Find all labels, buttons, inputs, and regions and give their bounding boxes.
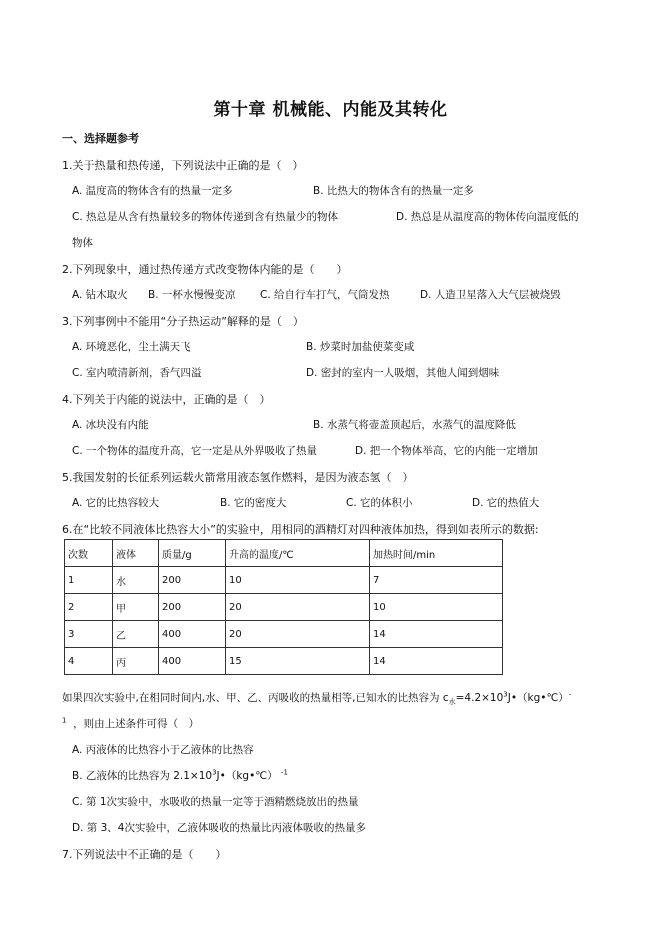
table-cell: 2 (65, 594, 113, 621)
question-2-stem: 2.下列现象中，通过热传递方式改变物体内能的是（ ） (62, 263, 348, 276)
chapter-title: 第十章 机械能、内能及其转化 (213, 100, 448, 120)
condition-value: =4.2×10 (455, 692, 504, 704)
table-cell: 1 (65, 567, 113, 594)
question-5-option-c: C. 它的体积小 (346, 497, 413, 509)
table-cell: 3 (65, 621, 113, 648)
option-b-text: B. 乙液体的比热容为 2.1×10 (72, 770, 213, 782)
question-6-condition-cont (62, 716, 199, 731)
question-4-stem: 4.下列关于内能的说法中，正确的是（ ） (62, 393, 271, 406)
table-header-cell: 次数 (65, 540, 113, 567)
table-row (65, 567, 503, 594)
question-3-option-d: D. 密封的室内一人吸烟，其他人闻到烟味 (306, 367, 500, 379)
question-1-stem: 1.关于热量和热传递，下列说法中正确的是（ ） (62, 159, 304, 172)
table-cell: 7 (370, 567, 503, 594)
table-cell: 20 (226, 594, 370, 621)
question-2-option-d: D. 人造卫星落入大气层被烧毁 (420, 289, 561, 301)
table-cell: 丙 (113, 648, 159, 675)
question-1-option-a: A. 温度高的物体含有的热量一定多 (72, 185, 233, 197)
question-2-option-a: A. 钻木取火 (72, 289, 128, 301)
question-6-option-d: D. 第 3、4次实验中，乙液体吸收的热量比丙液体吸收的热量多 (72, 822, 366, 834)
table-header-cell: 液体 (113, 540, 159, 567)
table-row (65, 594, 503, 621)
question-1-option-b: B. 比热大的物体含有的热量一定多 (313, 185, 474, 197)
question-1-option-d-cont: 物体 (72, 237, 93, 249)
question-3-option-a: A. 环境恶化，尘土满天飞 (72, 341, 191, 353)
option-b-unit: J•（kg•℃） (216, 770, 278, 782)
table-header-row (65, 540, 503, 567)
table-cell: 14 (370, 621, 503, 648)
table-cell: 10 (370, 594, 503, 621)
question-4-option-a: A. 冰块没有内能 (72, 419, 149, 431)
question-5-stem: 5.我国发射的长征系列运载火箭常用液态氢作燃料，是因为液态氢（ ） (62, 471, 414, 484)
table-cell: 200 (159, 567, 226, 594)
table-cell: 4 (65, 648, 113, 675)
question-7-stem: 7.下列说法中不正确的是（ ） (62, 848, 227, 861)
question-4-option-d: D. 把一个物体举高，它的内能一定增加 (355, 445, 538, 457)
question-5-option-a: A. 它的比热容较大 (72, 497, 160, 509)
table-cell: 水 (113, 567, 159, 594)
table-cell: 14 (370, 648, 503, 675)
question-1-option-c: C. 热总是从含有热量较多的物体传递到含有热量少的物体 (72, 211, 339, 223)
table-cell: 400 (159, 648, 226, 675)
section-heading: 一、选择题参考 (62, 132, 139, 145)
question-5-option-b: B. 它的密度大 (220, 497, 287, 509)
data-table (64, 539, 503, 675)
table-cell: 15 (226, 648, 370, 675)
option-b-exponent: 3 (212, 768, 217, 777)
table-cell: 10 (226, 567, 370, 594)
question-6-option-b (72, 768, 288, 783)
question-6-option-c: C. 第 1次实验中，水吸收的热量一定等于酒精燃烧放出的热量 (72, 796, 359, 808)
question-6-stem: 6.在“比较不同液体比热容大小”的实验中，用相同的酒精灯对四种液体加热，得到如表所示的数据: (62, 523, 539, 536)
table-cell: 400 (159, 621, 226, 648)
question-3-option-c: C. 室内喷清新剂，香气四溢 (72, 367, 202, 379)
table-cell: 乙 (113, 621, 159, 648)
table-row (65, 648, 503, 675)
table-row (65, 621, 503, 648)
question-6-condition (62, 690, 571, 707)
condition-exponent-2: - (568, 690, 572, 699)
question-4-option-b: B. 水蒸气将壶盖顶起后，水蒸气的温度降低 (313, 419, 516, 431)
table-header-cell: 升高的温度/℃ (226, 540, 370, 567)
question-2-option-b: B. 一杯水慢慢变凉 (148, 289, 236, 301)
question-1-option-d: D. 热总是从温度高的物体传向温度低的 (396, 211, 579, 223)
condition-unit: J•（kg•℃） (507, 692, 569, 704)
condition-exponent-cont: 1 (62, 716, 67, 725)
option-b-exponent-2: -1 (280, 768, 288, 777)
condition-text-cont: ，则由上述条件可得（ ） (73, 718, 200, 730)
condition-subscript: 水 (448, 698, 456, 707)
question-5-option-d: D. 它的热值大 (472, 497, 540, 509)
question-3-stem: 3.下列事例中不能用“分子热运动”解释的是（ ） (62, 315, 304, 328)
table-cell: 20 (226, 621, 370, 648)
table-cell: 甲 (113, 594, 159, 621)
condition-exponent: 3 (503, 690, 508, 699)
question-4-option-c: C. 一个物体的温度升高，它一定是从外界吸收了热量 (72, 445, 318, 457)
condition-text: 如果四次实验中,在相同时间内,水、甲、乙、丙吸收的热量相等,已知水的比热容为 c (62, 692, 449, 704)
question-3-option-b: B. 炒菜时加盐使菜变咸 (306, 341, 415, 353)
table-cell: 200 (159, 594, 226, 621)
table-header-cell: 质量/g (159, 540, 226, 567)
question-6-option-a: A. 丙液体的比热容小于乙液体的比热容 (72, 744, 254, 756)
table-header-cell: 加热时间/min (370, 540, 503, 567)
question-2-option-c: C. 给自行车打气，气筒发热 (260, 289, 390, 301)
